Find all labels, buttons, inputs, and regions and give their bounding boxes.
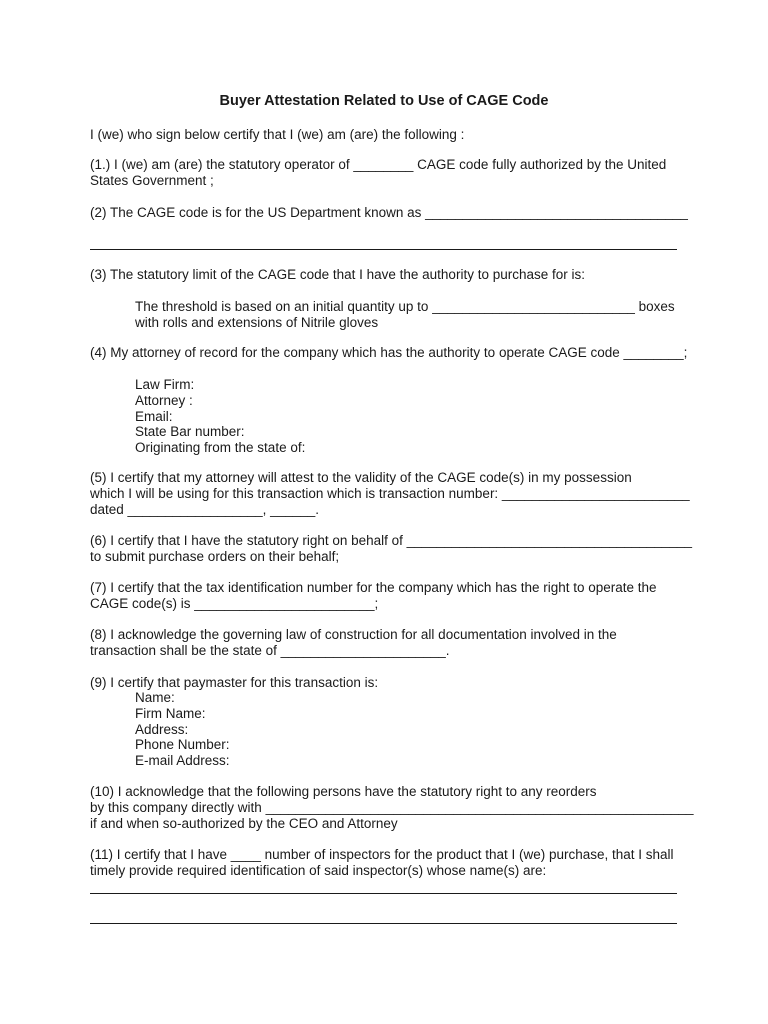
section-7 bbox=[90, 580, 680, 612]
section-11 bbox=[90, 847, 680, 879]
section-3 bbox=[90, 267, 680, 283]
section-6 bbox=[90, 533, 692, 565]
section-9-line-1: (9) I certify that paymaster for this transaction is: bbox=[90, 675, 379, 690]
section-3-line-1: (3) The statutory limit of the CAGE code that I have the authority to purchase for is: bbox=[90, 267, 585, 282]
section-7-line-2: CAGE code(s) is ________________________; bbox=[90, 595, 379, 611]
inspector-names-rule-2 bbox=[90, 923, 677, 924]
section-6-line-1: (6) I certify that I have the statutory right on behalf of ______________________________________ bbox=[90, 533, 692, 548]
section-8-line-1: (8) I acknowledge the governing law of construction for all documentation involved in the bbox=[90, 627, 617, 642]
section-11-line-2: timely provide required identification of said inspector(s) whose name(s) are: bbox=[90, 862, 547, 878]
section-2 bbox=[90, 205, 688, 221]
section-8-line-2: transaction shall be the state of ______________________. bbox=[90, 642, 450, 658]
section-5 bbox=[90, 470, 690, 517]
section-4 bbox=[90, 345, 688, 361]
paymaster-field-firm-name: Firm Name: bbox=[135, 705, 206, 721]
section-6-line-2: to submit purchase orders on their behalf; bbox=[90, 548, 340, 564]
paymaster-field-email: E-mail Address: bbox=[135, 753, 230, 769]
section-2-line-1: (2) The CAGE code is for the US Department known as ___________________________________ bbox=[90, 205, 688, 220]
section-3-threshold bbox=[135, 299, 680, 331]
intro-statement: I (we) who sign below certify that I (we) am (are) the following : bbox=[90, 127, 465, 142]
section-5-line-1: (5) I certify that my attorney will attest to the validity of the CAGE code(s) in my possession bbox=[90, 470, 632, 485]
attorney-field-email: Email: bbox=[135, 408, 173, 424]
section-10-line-1: (10) I acknowledge that the following persons have the statutory right to any reorders bbox=[90, 784, 597, 799]
paymaster-field-phone: Phone Number: bbox=[135, 737, 230, 753]
paymaster-field-address: Address: bbox=[135, 721, 189, 737]
threshold-line-2: with rolls and extensions of Nitrile gloves bbox=[135, 314, 379, 330]
attorney-field-attorney: Attorney : bbox=[135, 392, 193, 408]
inspector-names-rule-1 bbox=[90, 893, 677, 894]
threshold-line-1: The threshold is based on an initial quantity up to ___________________________ boxes bbox=[135, 299, 675, 314]
section-11-line-1: (11) I certify that I have ____ number of inspectors for the product that I (we) purchase, that I shall bbox=[90, 847, 674, 862]
section-10-line-2: by this company directly with _________________________________________________________ bbox=[90, 799, 694, 815]
attorney-field-state-bar: State Bar number: bbox=[135, 424, 245, 440]
section-10-line-3: if and when so-authorized by the CEO and Attorney bbox=[90, 815, 398, 831]
attorney-fields bbox=[135, 377, 680, 456]
section-8 bbox=[90, 627, 680, 659]
section-1 bbox=[90, 157, 680, 189]
section-7-line-1: (7) I certify that the tax identification number for the company which has the right to operate the bbox=[90, 580, 657, 595]
section-4-line-1: (4) My attorney of record for the company which has the authority to operate CAGE code ________; bbox=[90, 345, 688, 360]
attorney-field-state-origin: Originating from the state of: bbox=[135, 440, 306, 456]
section-1-line-1: (1.) I (we) am (are) the statutory operator of ________ CAGE code fully authorized by the United bbox=[90, 157, 667, 172]
section-5-line-3: dated __________________, ______. bbox=[90, 501, 319, 517]
paymaster-field-name: Name: bbox=[135, 690, 175, 705]
section-2-blank-rule bbox=[90, 249, 677, 250]
section-9 bbox=[90, 675, 680, 691]
section-1-line-2: States Government ; bbox=[90, 172, 214, 188]
document-title: Buyer Attestation Related to Use of CAGE Code bbox=[219, 93, 549, 109]
paymaster-fields bbox=[135, 690, 680, 769]
attorney-field-law-firm: Law Firm: bbox=[135, 377, 195, 392]
section-5-line-2: which I will be using for this transaction which is transaction number: _________________________ bbox=[90, 485, 690, 501]
section-10 bbox=[90, 784, 694, 831]
